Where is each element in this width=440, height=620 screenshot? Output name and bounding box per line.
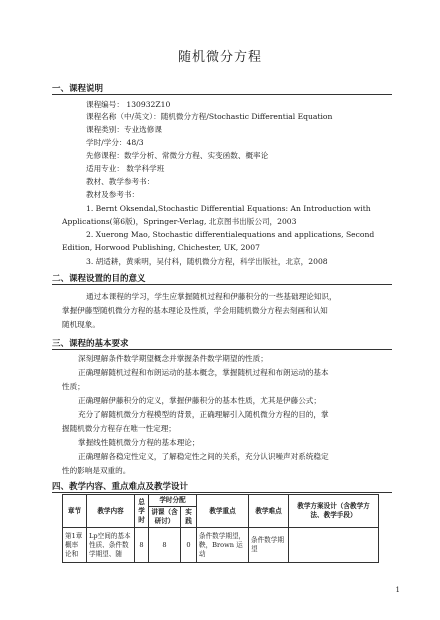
requirement-3: 正确理解伊藤积分的定义，掌握伊藤积分的基本性质，尤其是伊藤公式； — [78, 396, 321, 405]
section-divider — [52, 349, 392, 350]
section-heading-requirements: 三、课程的基本要求 — [52, 339, 129, 349]
requirement-4-line-1: 充分了解随机微分方程模型的背景，正确理解引入随机微分方程的目的，掌 — [78, 410, 329, 419]
header-design: 教学方案设计（含教学方法、教学手段） — [289, 495, 379, 528]
requirement-1: 深刻理解条件数学期望概念并掌握条件数学期望的性质； — [78, 354, 268, 363]
requirement-2-line-1: 正确理解随机过程和布朗运动的基本概念，掌握随机过程和布朗运动的基本 — [78, 368, 329, 377]
reference-2-line-2: Edition, Horwood Publishing, Chichester, UK, 2007 — [62, 243, 260, 252]
table-row — [63, 528, 379, 563]
requirement-6-line-2: 性的影响是双重的。 — [62, 466, 131, 475]
reference-3: 3. 胡适耕，黄乘明，吴付科，随机微分方程，科学出版社，北京，2008 — [86, 257, 328, 266]
section-heading-course-info: 一、课程说明 — [52, 84, 104, 94]
header-lecture: 讲课（含研讨） — [149, 507, 181, 528]
cell-total-hours: 8 — [135, 528, 149, 563]
header-focus: 教学重点 — [197, 495, 249, 528]
header-total-hours: 总学时 — [135, 495, 149, 528]
reference-2-line-1: 2. Xuerong Mao, Stochastic differentialequations and applications, Second — [86, 230, 375, 239]
reference-1-line-1: 1. Bernt Oksendal,Stochastic Differential Equations: An Introduction with — [86, 204, 371, 213]
teaching-plan-table — [62, 494, 379, 563]
course-type: 课程类别：专业选修课 — [86, 125, 162, 134]
page-title: 随机微分方程 — [177, 50, 262, 65]
page-number: 1 — [395, 586, 400, 594]
cell-lecture: 8 — [149, 528, 181, 563]
section-divider — [52, 492, 392, 493]
header-content: 教学内容 — [87, 495, 135, 528]
cell-practice: 0 — [181, 528, 197, 563]
cell-content: Lp空间的基本性质、条件数学期望、随 — [87, 528, 135, 563]
header-practice: 实践 — [181, 507, 197, 528]
table-header-row — [63, 495, 379, 507]
header-chapter: 章节 — [63, 495, 87, 528]
course-major: 适用专业： 数学科学班 — [86, 164, 165, 173]
section-heading-purpose: 二、课程设置的目的意义 — [52, 274, 146, 284]
course-prerequisites: 先修课程：数学分析、常微分方程、实变函数、概率论 — [86, 151, 269, 160]
course-code: 课程编号： 130932Z10 — [86, 100, 171, 109]
course-textbooks: 教材及参考书： — [86, 190, 140, 199]
cell-design — [289, 528, 379, 563]
requirement-6-line-1: 正确理解各稳定性定义，了解稳定性之间的关系，充分认识噪声对系统稳定 — [78, 452, 329, 461]
reference-1-line-2: Applications(第6版)，Springer-Verlag, 北京图书出版公司，2003 — [62, 217, 297, 226]
section-heading-teaching-design: 四、教学内容、重点难点及教学设计 — [52, 482, 189, 492]
purpose-line-3: 随机现象。 — [62, 320, 100, 329]
course-hours: 学时/学分：48/3 — [86, 138, 144, 147]
cell-chapter: 第1章 概率论和 — [63, 528, 87, 563]
header-difficulty: 教学难点 — [249, 495, 289, 528]
purpose-line-1: 通过本课程的学习，学生应掌握随机过程和伊藤积分的一些基础理论知识， — [86, 292, 337, 301]
requirement-5: 掌握线性随机微分方程的基本理论； — [78, 438, 200, 447]
section-divider — [52, 94, 392, 95]
cell-focus: 条件数学期望，鞅，Brown 运动 — [197, 528, 249, 563]
section-divider — [52, 284, 392, 285]
purpose-line-2: 掌握伊藤型随机微分方程的基本理论及性质，学会用随机微分方程去刻画和认知 — [62, 306, 328, 315]
requirement-4-line-2: 握随机微分方程存在唯一性定理； — [62, 424, 176, 433]
cell-difficulty: 条件数学期望 — [249, 528, 289, 563]
header-hour-allocation: 学时分配 — [149, 495, 197, 507]
course-materials: 教材、教学参考书： — [86, 177, 155, 186]
course-name: 课程名称（中/英文）：随机微分方程/Stochastic Differential Equation — [86, 112, 333, 121]
requirement-2-line-2: 性质； — [62, 382, 85, 391]
